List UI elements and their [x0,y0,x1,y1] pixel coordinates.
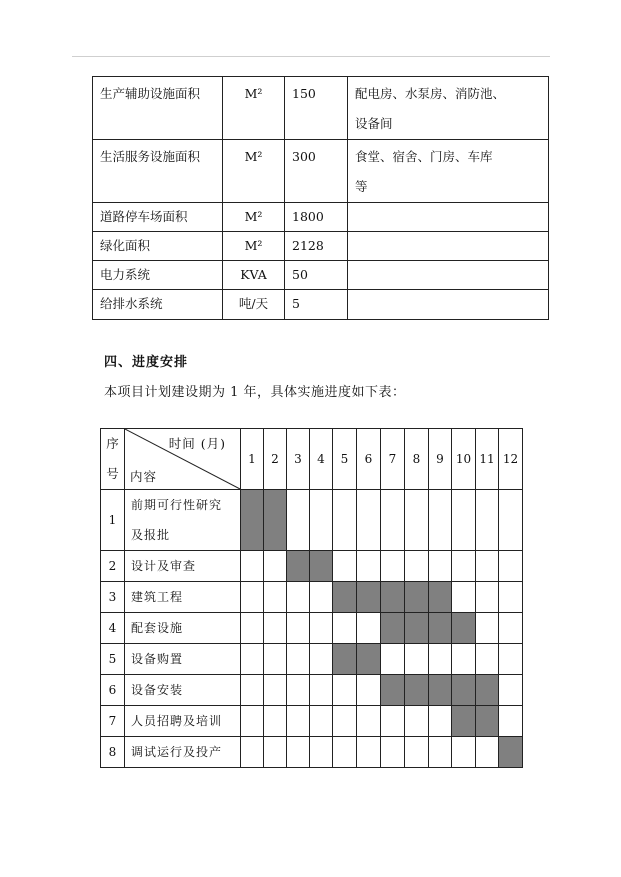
facility-note-cell [348,77,549,140]
facility-name-cell: 道路停车场面积 [93,203,223,232]
gantt-empty-cell [381,490,405,551]
seq-header-1: 序 [106,436,119,451]
task-number: 5 [101,644,125,675]
gantt-empty-cell [264,737,287,768]
month-header-1: 1 [241,429,264,490]
gantt-bar-cell [310,551,333,582]
facility-row [93,290,549,320]
gantt-empty-cell [333,490,357,551]
gantt-bar-cell [405,675,429,706]
content-header: 内容 [130,468,158,484]
gantt-empty-cell [452,551,476,582]
gantt-empty-cell [429,706,452,737]
gantt-empty-cell [310,613,333,644]
gantt-empty-cell [310,582,333,613]
gantt-bar-cell [241,490,264,551]
gantt-empty-cell [381,551,405,582]
task-name [125,675,241,706]
gantt-empty-cell [287,613,310,644]
schedule-row [101,644,523,675]
gantt-empty-cell [310,644,333,675]
section-paragraph: 本项目计划建设期为 1 年，具体实施进度如下表： [104,385,406,400]
gantt-empty-cell [429,551,452,582]
gantt-empty-cell [264,675,287,706]
month-header-9: 9 [429,429,452,490]
facility-value-cell: 5 [285,290,348,320]
gantt-empty-cell [405,644,429,675]
facility-name-cell: 生产辅助设施面积 [93,77,223,140]
task-name-line: 设备安装 [131,683,184,697]
gantt-bar-cell [357,644,381,675]
gantt-empty-cell [310,490,333,551]
gantt-empty-cell [310,675,333,706]
schedule-row [101,582,523,613]
task-name-line: 建筑工程 [131,590,184,604]
gantt-bar-cell [381,675,405,706]
gantt-empty-cell [381,737,405,768]
gantt-empty-cell [310,706,333,737]
gantt-empty-cell [452,737,476,768]
month-header-8: 8 [405,429,429,490]
schedule-row [101,613,523,644]
gantt-empty-cell [405,737,429,768]
section-heading: 四、进度安排 [104,355,189,370]
gantt-empty-cell [429,737,452,768]
facility-table [92,76,549,320]
gantt-empty-cell [357,551,381,582]
gantt-empty-cell [499,675,523,706]
facility-unit-cell: KVA [223,261,285,290]
facility-note-cell [348,261,549,290]
gantt-empty-cell [333,706,357,737]
facility-note-cell [348,290,549,320]
gantt-bar-cell [333,582,357,613]
gantt-empty-cell [241,582,264,613]
facility-unit-cell: M² [223,140,285,203]
gantt-empty-cell [333,675,357,706]
gantt-empty-cell [287,582,310,613]
schedule-row [101,490,523,551]
gantt-empty-cell [241,675,264,706]
gantt-empty-cell [264,613,287,644]
gantt-bar-cell [452,675,476,706]
gantt-empty-cell [264,644,287,675]
task-name [125,582,241,613]
gantt-empty-cell [476,613,499,644]
gantt-empty-cell [357,675,381,706]
gantt-empty-cell [429,644,452,675]
gantt-empty-cell [452,644,476,675]
gantt-empty-cell [287,644,310,675]
gantt-empty-cell [452,490,476,551]
gantt-empty-cell [476,551,499,582]
task-name [125,551,241,582]
seq-header-2: 号 [106,466,119,481]
task-name-line: 设计及审查 [131,559,197,573]
month-header-6: 6 [357,429,381,490]
gantt-empty-cell [357,490,381,551]
gantt-empty-cell [476,582,499,613]
gantt-empty-cell [333,613,357,644]
gantt-empty-cell [357,613,381,644]
facility-row [93,232,549,261]
task-name-line: 人员招聘及培训 [131,714,223,728]
task-number: 4 [101,613,125,644]
gantt-bar-cell [405,613,429,644]
gantt-empty-cell [287,675,310,706]
header-rule [72,56,550,57]
task-number: 3 [101,582,125,613]
gantt-empty-cell [499,490,523,551]
gantt-empty-cell [499,582,523,613]
facility-note-line: 食堂、宿舍、门房、车库 [355,149,493,164]
facility-unit-cell: 吨/天 [223,290,285,320]
facility-unit-cell: M² [223,203,285,232]
gantt-empty-cell [405,551,429,582]
gantt-empty-cell [429,490,452,551]
gantt-empty-cell [405,706,429,737]
seq-header-cell [101,429,125,490]
facility-value-cell: 150 [285,77,348,140]
gantt-bar-cell [452,613,476,644]
gantt-empty-cell [357,737,381,768]
month-header-4: 4 [310,429,333,490]
gantt-bar-cell [405,582,429,613]
gantt-empty-cell [499,551,523,582]
schedule-row [101,551,523,582]
month-header-11: 11 [476,429,499,490]
month-header-7: 7 [381,429,405,490]
gantt-empty-cell [499,613,523,644]
gantt-empty-cell [264,551,287,582]
gantt-empty-cell [476,737,499,768]
gantt-bar-cell [381,613,405,644]
gantt-bar-cell [357,582,381,613]
gantt-empty-cell [241,613,264,644]
task-name-line: 调试运行及投产 [131,745,223,759]
facility-unit-cell: M² [223,232,285,261]
gantt-empty-cell [476,490,499,551]
gantt-empty-cell [264,706,287,737]
gantt-bar-cell [452,706,476,737]
gantt-bar-cell [429,582,452,613]
gantt-empty-cell [499,706,523,737]
schedule-table [100,428,523,768]
month-header-10: 10 [452,429,476,490]
facility-row [93,261,549,290]
diagonal-header-cell [125,429,241,490]
gantt-empty-cell [333,551,357,582]
facility-name-cell: 生活服务设施面积 [93,140,223,203]
task-name-line: 设备购置 [131,652,184,666]
month-header-5: 5 [333,429,357,490]
schedule-row [101,706,523,737]
month-header-2: 2 [264,429,287,490]
task-name-line: 及报批 [131,528,171,542]
facility-note-cell [348,140,549,203]
time-header: 时间 (月) [168,436,226,451]
gantt-bar-cell [429,613,452,644]
schedule-header-row [101,429,523,490]
facility-row [93,77,549,140]
facility-note-cell [348,232,549,261]
gantt-empty-cell [357,706,381,737]
gantt-empty-cell [241,737,264,768]
gantt-bar-cell [476,675,499,706]
facility-name-cell: 给排水系统 [93,290,223,320]
task-number: 8 [101,737,125,768]
facility-note-line: 设备间 [355,116,393,131]
facility-name-cell: 绿化面积 [93,232,223,261]
task-number: 1 [101,490,125,551]
schedule-row [101,675,523,706]
gantt-bar-cell [381,582,405,613]
gantt-empty-cell [310,737,333,768]
month-header-12: 12 [499,429,523,490]
gantt-bar-cell [476,706,499,737]
gantt-bar-cell [287,551,310,582]
gantt-empty-cell [241,551,264,582]
gantt-empty-cell [287,737,310,768]
gantt-empty-cell [264,582,287,613]
task-name [125,706,241,737]
facility-row [93,140,549,203]
gantt-empty-cell [333,737,357,768]
facility-note-line: 等 [355,179,368,194]
gantt-empty-cell [287,706,310,737]
facility-value-cell: 50 [285,261,348,290]
gantt-empty-cell [381,706,405,737]
task-name-line: 配套设施 [131,621,184,635]
task-number: 2 [101,551,125,582]
facility-unit-cell: M² [223,77,285,140]
task-name-line: 前期可行性研究 [131,498,223,512]
task-name [125,644,241,675]
gantt-empty-cell [476,644,499,675]
facility-value-cell: 2128 [285,232,348,261]
gantt-empty-cell [405,490,429,551]
facility-row [93,203,549,232]
facility-name-cell: 电力系统 [93,261,223,290]
facility-note-cell [348,203,549,232]
gantt-bar-cell [429,675,452,706]
gantt-bar-cell [499,737,523,768]
task-name [125,490,241,551]
gantt-empty-cell [241,644,264,675]
facility-note-line: 配电房、水泵房、消防池、 [355,86,506,101]
gantt-bar-cell [333,644,357,675]
gantt-bar-cell [264,490,287,551]
month-header-3: 3 [287,429,310,490]
gantt-empty-cell [452,582,476,613]
schedule-row [101,737,523,768]
task-number: 6 [101,675,125,706]
facility-value-cell: 1800 [285,203,348,232]
task-number: 7 [101,706,125,737]
task-name [125,737,241,768]
facility-value-cell: 300 [285,140,348,203]
task-name [125,613,241,644]
gantt-empty-cell [499,644,523,675]
gantt-empty-cell [241,706,264,737]
gantt-empty-cell [381,644,405,675]
gantt-empty-cell [287,490,310,551]
